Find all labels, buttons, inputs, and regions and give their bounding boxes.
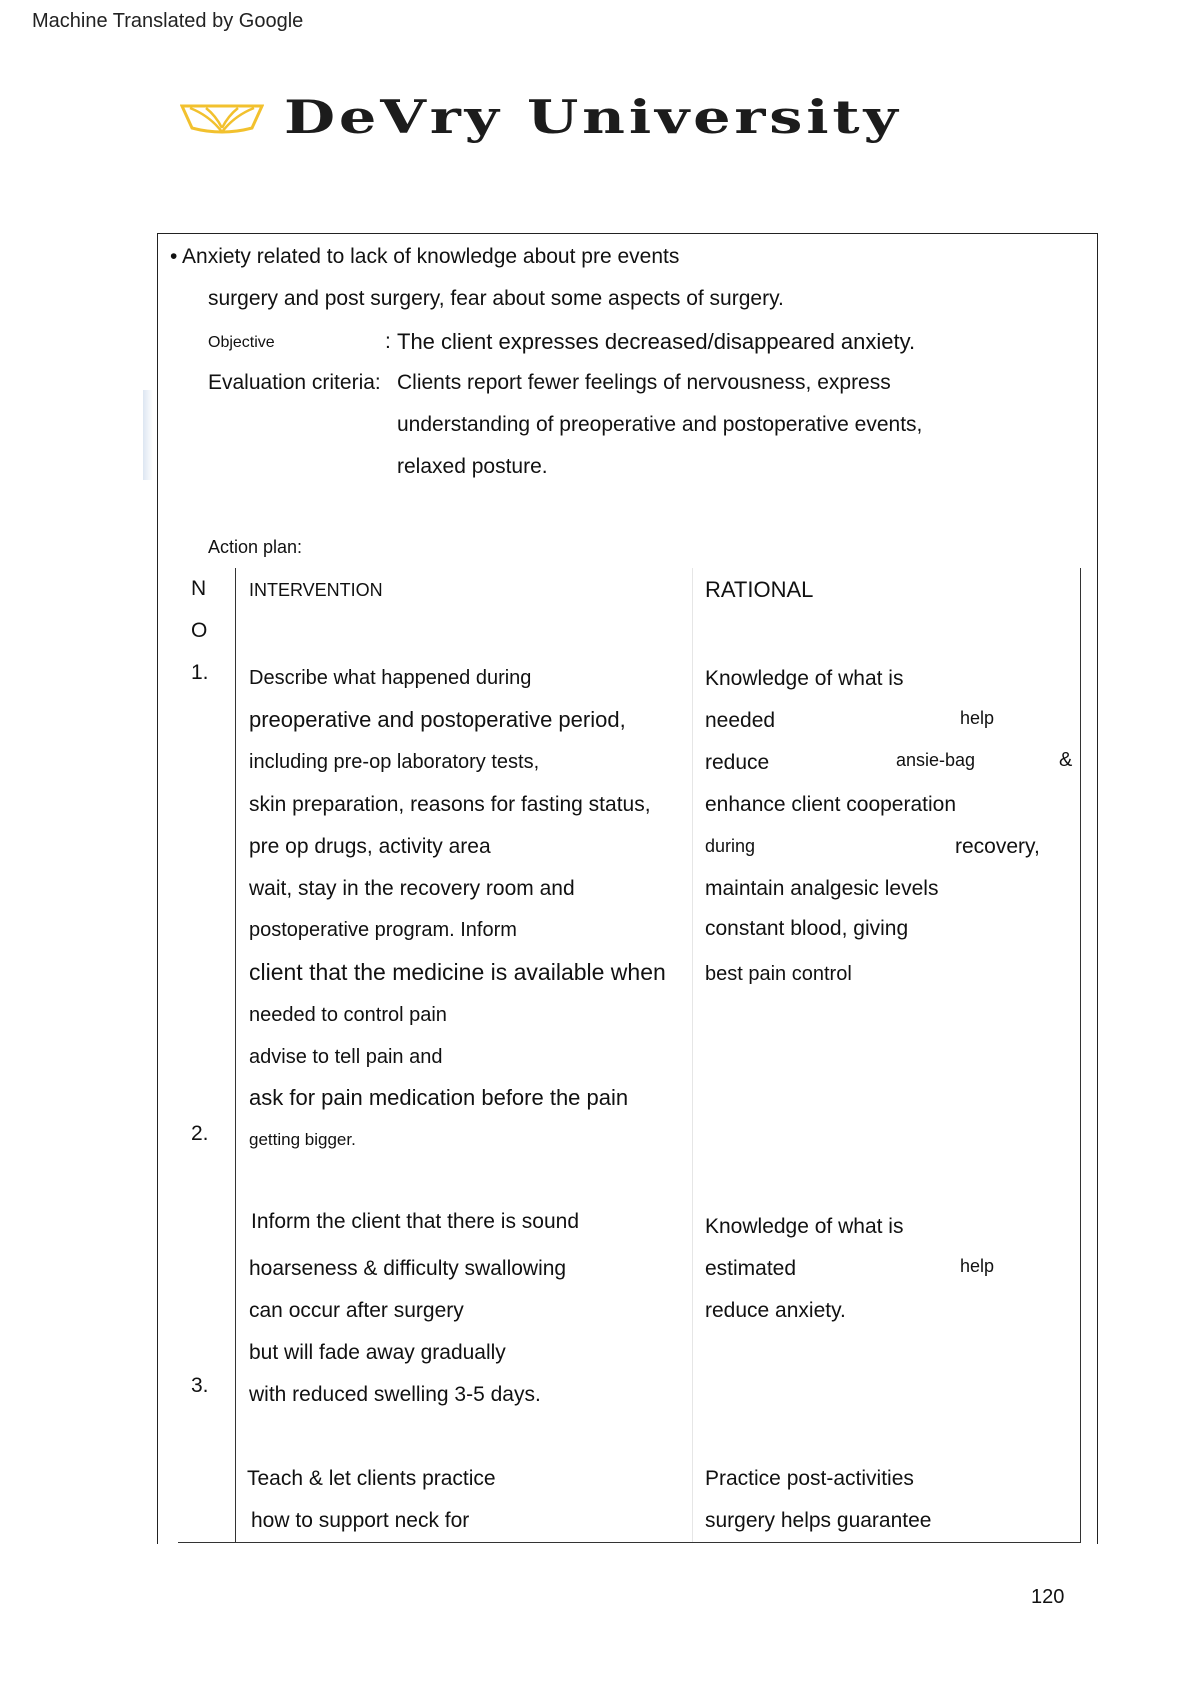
header-rational: RATIONAL — [705, 577, 814, 602]
row3-intervention-line: Teach & let clients practice — [247, 1467, 496, 1490]
row1-rational-line: Knowledge of what is — [705, 667, 904, 690]
evaluation-line-2: understanding of preoperative and postoperative events, — [397, 413, 923, 436]
university-shield-icon — [180, 102, 264, 134]
row2-intervention-line: but will fade away gradually — [249, 1341, 506, 1364]
header-no-n: N — [191, 577, 207, 600]
university-logo — [180, 90, 1010, 144]
row1-intervention-line: pre op drugs, activity area — [249, 835, 491, 858]
row1-intervention-line: needed to control pain — [249, 1004, 447, 1026]
row2-rational-line: estimated — [705, 1257, 797, 1280]
row-number-2: 2. — [191, 1122, 209, 1145]
diagnosis-line-2: surgery and post surgery, fear about some aspects of surgery. — [208, 287, 784, 310]
row1-rational-word: & — [1059, 749, 1073, 771]
row3-rational-line: Practice post-activities — [705, 1467, 914, 1490]
row1-intervention-line: skin preparation, reasons for fasting status, — [249, 793, 651, 816]
row1-rational-line: during — [705, 836, 756, 856]
table-divider-number — [235, 568, 236, 1543]
row1-rational-line: enhance client cooperation — [705, 793, 957, 816]
row-number-3: 3. — [191, 1374, 209, 1397]
row1-intervention-line: ask for pain medication before the pain — [249, 1085, 629, 1110]
row3-rational-line: surgery helps guarantee — [705, 1509, 932, 1532]
evaluation-line-3: relaxed posture. — [397, 455, 548, 478]
row-number-1: 1. — [191, 661, 209, 684]
header-intervention: INTERVENTION — [249, 580, 383, 600]
objective-colon: : — [385, 330, 391, 353]
row1-rational-line: best pain control — [705, 963, 852, 985]
diagnosis-line-1: • Anxiety related to lack of knowledge about pre events — [170, 245, 680, 268]
row2-intervention-line: with reduced swelling 3-5 days. — [249, 1383, 541, 1406]
evaluation-label: Evaluation criteria: — [208, 371, 381, 394]
row1-intervention-line: advise to tell pain and — [249, 1046, 443, 1068]
evaluation-line-1: Clients report fewer feelings of nervousness, express — [397, 371, 891, 394]
row1-intervention-line: including pre-op laboratory tests, — [249, 751, 540, 773]
table-divider-rational — [692, 568, 693, 1543]
row1-rational-line: maintain analgesic levels — [705, 877, 939, 900]
table-divider-right — [1080, 568, 1081, 1543]
row1-intervention-line: preoperative and postoperative period, — [249, 707, 626, 732]
row1-rational-line: needed — [705, 709, 776, 732]
row1-rational-word: help — [960, 708, 995, 728]
row2-intervention-line: hoarseness & difficulty swallowing — [249, 1257, 567, 1280]
row1-rational-word: ansie-bag — [896, 750, 976, 770]
row1-intervention-line: getting bigger. — [249, 1130, 356, 1149]
row2-rational-word: help — [960, 1256, 995, 1276]
row1-intervention-line: Describe what happened during — [249, 667, 532, 689]
scan-shadow — [143, 390, 153, 480]
row2-rational-line: reduce anxiety. — [705, 1299, 846, 1322]
objective-label: Objective — [208, 334, 275, 351]
row1-intervention-line: postoperative program. Inform — [249, 919, 517, 941]
row3-intervention-line: how to support neck for — [251, 1509, 470, 1532]
row2-rational-line: Knowledge of what is — [705, 1215, 904, 1238]
table-bottom-line — [178, 1542, 1081, 1543]
header-no-o: O — [191, 619, 208, 642]
row1-rational-word: recovery, — [955, 835, 1040, 858]
action-plan-label: Action plan: — [208, 537, 303, 557]
row1-rational-line: reduce — [705, 751, 770, 774]
machine-translation-banner: Machine Translated by Google — [32, 10, 304, 32]
objective-text: The client expresses decreased/disappeared anxiety. — [397, 329, 916, 354]
row2-intervention-line: Inform the client that there is sound — [251, 1210, 580, 1233]
page-number: 120 — [1031, 1586, 1065, 1608]
logo-wordmark: DeVry University — [284, 90, 902, 144]
row1-intervention-line: client that the medicine is available when — [249, 959, 666, 985]
row1-rational-line: constant blood, giving — [705, 917, 909, 940]
row2-intervention-line: can occur after surgery — [249, 1299, 464, 1322]
row1-intervention-line: wait, stay in the recovery room and — [249, 877, 575, 900]
